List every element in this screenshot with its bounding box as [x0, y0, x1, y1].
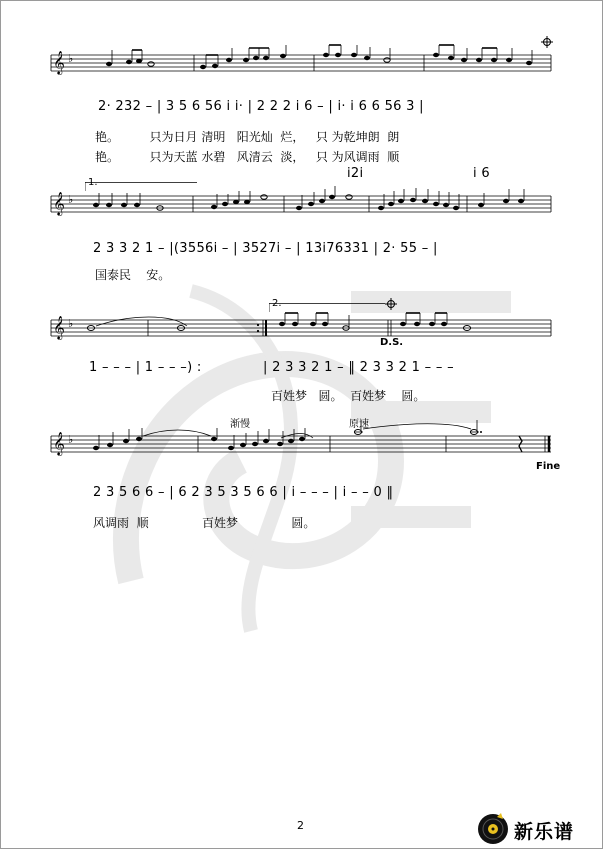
- jianpu-line-3-left: 1 – – – | 1 – – –) :: [89, 360, 202, 375]
- brand-logo: [475, 811, 599, 847]
- svg-text:𝄞: 𝄞: [53, 315, 65, 339]
- svg-text:𝄞: 𝄞: [53, 191, 65, 215]
- staff-lines-3: [51, 310, 551, 350]
- jianpu-line-4: 2 3 5 6 6 – | 6 2 3 5 3 5 6 6 | i – – – | i – – 0 ‖: [93, 485, 394, 500]
- svg-text:♭: ♭: [68, 317, 74, 330]
- ds-mark: D.S.: [380, 337, 404, 348]
- jianpu-line-2: 2 3 3 2 1 – |(3556i – | 3527i – | 13i76331 | 2· 55 – |: [93, 241, 438, 256]
- staff-lines-1: [51, 45, 551, 85]
- volta-1-label: 1.: [88, 177, 98, 188]
- staff-system-4: [51, 426, 551, 455]
- staff-system-1: [51, 45, 551, 74]
- svg-text:𝄞: 𝄞: [53, 50, 65, 74]
- lyric-line-1b: 艳。 只为天蓝 水碧 风清云 淡， 只 为风调雨 顺: [95, 150, 400, 164]
- fine-mark: Fine: [536, 461, 561, 472]
- a-tempo-mark: 原速: [349, 419, 369, 430]
- staff-lines-2: [51, 186, 551, 226]
- ritardando-mark: 渐慢: [230, 419, 250, 430]
- svg-text:𝄞: 𝄞: [53, 431, 65, 455]
- lyric-line-3a: 百姓梦 圆。 百姓梦 圆。: [271, 389, 426, 403]
- lyric-line-2a: 国泰民 安。: [95, 268, 171, 282]
- staff-lines-4: [51, 426, 551, 466]
- brand-name: 新乐谱: [514, 821, 575, 843]
- volta-2-label: 2.: [272, 298, 282, 309]
- staff-system-2: [51, 186, 551, 215]
- coda-sign-icon: [541, 33, 553, 52]
- page-number: 2: [297, 819, 304, 832]
- svg-text:♭: ♭: [68, 193, 74, 206]
- lyric-line-1a: 艳。 只为日月 清明 阳光灿 烂， 只 为乾坤朗 朗: [95, 130, 400, 144]
- staff-system-3: [51, 310, 551, 339]
- lyric-line-4a: 风调雨 顺 百姓梦 圆。: [93, 516, 316, 530]
- record-disc-icon: [475, 811, 511, 847]
- svg-text:♭: ♭: [68, 52, 74, 65]
- upper-chord-2: i 6: [473, 166, 490, 181]
- svg-text:♭: ♭: [68, 433, 74, 446]
- jianpu-line-3-right: | 2 3 3 2 1 – ‖ 2 3 3 2 1 – – –: [263, 360, 454, 375]
- upper-chord-1: i2i: [347, 166, 364, 181]
- jianpu-line-1: 2· 232 – | 3 5 6 56 i i· | 2 2 2 i 6 – | i· i 6 6 56 3 |: [98, 99, 424, 114]
